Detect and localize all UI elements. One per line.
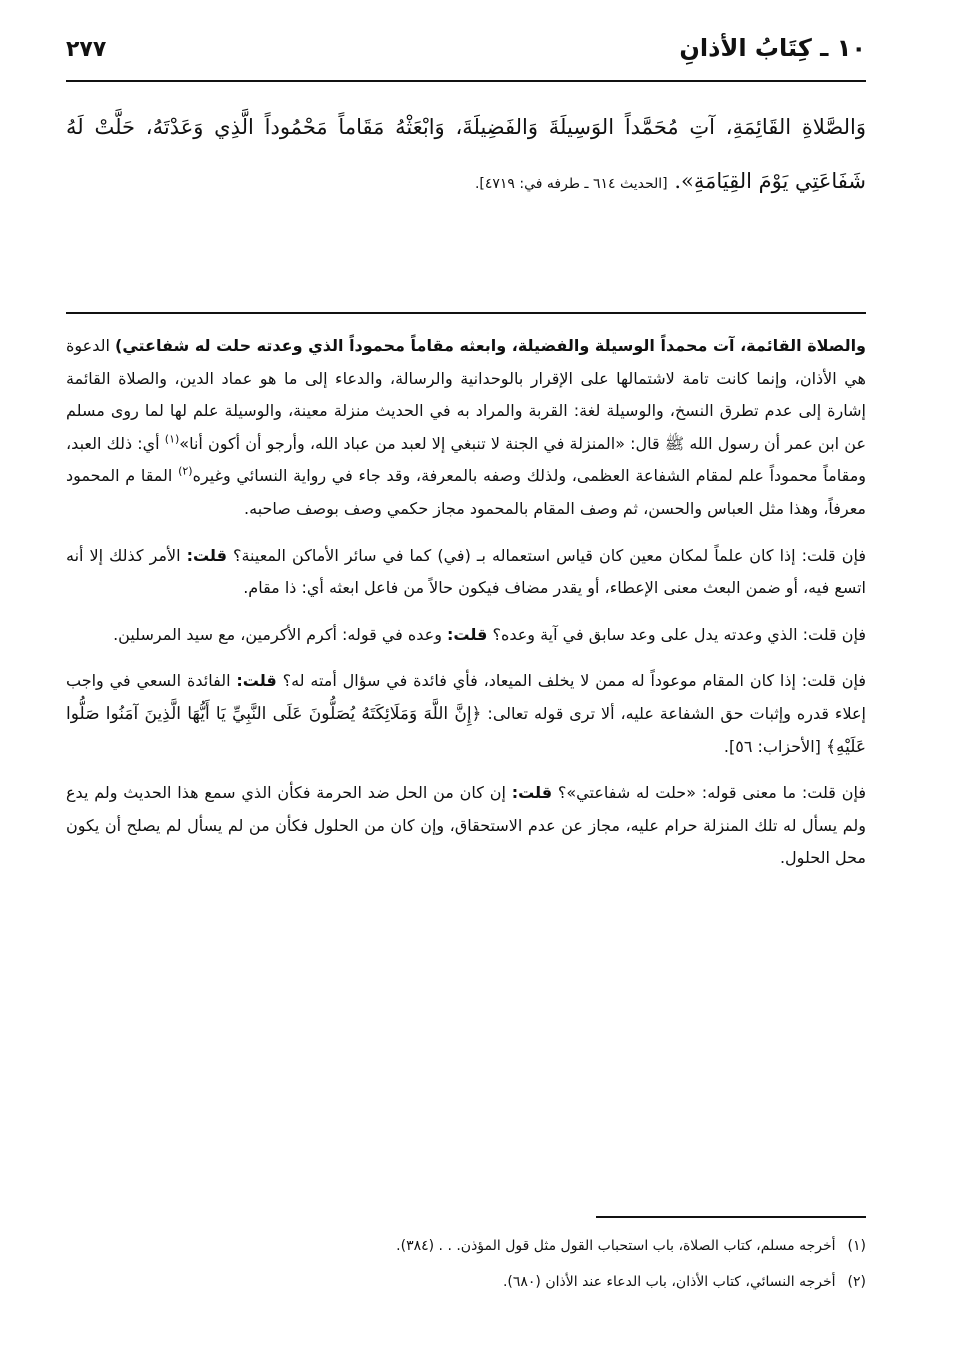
hadith-reference: [الحديث ٦١٤ ـ طرفه في: ٤٧١٩].	[474, 176, 668, 192]
answer-text: إن كان من الحل ضد الحرمة فكأن الذي سمع هذا الحديث ولم يدع ولم يسأل له تلك المنزلة حرام عليه، مجاز عن عدم الاستحقاق، وإن كان من الحلول فكأن من لم يسأل لم يصلح أن يكون محل الحلول.	[66, 783, 866, 868]
commentary-text: أي: ذلك العبد، ومقاماً محموداً علم لمقام الشفاعة العظمى، ولذلك وصفه بالمعرفة، وقد جاء في رواية النسائي وغيره	[66, 433, 866, 486]
answer-marker: قلت:	[186, 545, 227, 565]
commentary-text: المقا م المحمود معرفاً، وهذا مثل العباس والحسن، ثم وصف المقام بالمحمود مجاز حكمي وصف بوصف صاحبه.	[66, 466, 866, 518]
hadith-body: وَالصَّلاةِ القَائِمَةِ، آتِ مُحَمَّداً الوَسِيلَةَ وَالفَضِيلَةَ، وَابْعَثْهُ مَقَاماً مَحْمُوداً الَّذِي وَعَدْتَهُ، حَلَّتْ لَهُ شَفَاعَتِي يَوْمَ القِيَامَةِ».	[66, 115, 866, 193]
footnote-marker: (٢)	[178, 465, 193, 479]
lemma: والصلاة القائمة، آت محمداً الوسيلة والفضيلة، وابعثه مقاماً محموداً الذي وعدته حلت له شفاعتي)	[115, 336, 867, 355]
answer-text: الأمر كذلك إلا أنه اتسع فيه، أو ضمن البعث معنى الإعطاء، أو يقدر مضاف فيكون حالاً من فاعل ابعثه أي: ذا مقام.	[66, 545, 866, 598]
question-text: فإن قلت: ما معنى قوله: «حلت له شفاعتي»؟	[552, 783, 867, 803]
footnote-text: أخرجه مسلم، كتاب الصلاة، باب استحباب القول مثل قول المؤذن. . . (٣٨٤).	[396, 1238, 836, 1254]
answer-marker: قلت:	[236, 671, 277, 691]
answer-marker: قلت:	[447, 624, 488, 644]
commentary-paragraph	[66, 665, 866, 763]
quran-verse: ﴿إِنَّ اللَّهَ وَمَلَائِكَتَهُ يُصَلُّونَ عَلَى النَّبِيِّ يَا أَيُّهَا الَّذِينَ آمَنُوا صَلُّوا عَلَيْهِ﴾	[66, 703, 866, 757]
answer-marker: قلت:	[511, 783, 553, 803]
section-divider	[66, 312, 866, 314]
commentary	[66, 330, 866, 889]
footnote-marker: (١)	[164, 432, 180, 446]
book-page	[66, 34, 867, 1290]
verse-reference: [الأحزاب: ٥٦].	[723, 736, 827, 756]
chapter-title: ١٠ ـ كِتَابُ الأذانِ	[679, 34, 866, 62]
footnote	[66, 1228, 866, 1264]
answer-text: وعده في قوله: أكرم الأكرمين، مع سيد المرسلين.	[113, 624, 448, 644]
question-text: فإن قلت: الذي وعدته يدل على وعد سابق في آية وعده؟	[487, 624, 866, 644]
footnote-number: (١)	[847, 1238, 866, 1254]
footnote-text: أخرجه النسائي، كتاب الأذان، باب الدعاء عند الأذان (٦٨٠).	[502, 1274, 836, 1290]
running-header	[66, 34, 866, 82]
question-text: فإن قلت: إذا كان المقام موعوداً له ممن لا يخلف الميعاد، فأي فائدة في سؤال أمته له؟	[276, 671, 866, 691]
commentary-paragraph	[66, 619, 866, 652]
answer-text: الفائدة السعي في واجب إعلاء قدره وإثبات حق الشفاعة عليه، ألا ترى قوله تعالى:	[66, 671, 866, 723]
footnote-divider	[596, 1216, 866, 1218]
footnote-number: (٢)	[847, 1274, 866, 1290]
page-number: ٢٧٧	[66, 37, 107, 62]
commentary-paragraph	[66, 777, 866, 875]
hadith-text	[66, 100, 866, 211]
commentary-paragraph	[66, 330, 866, 526]
footnotes	[66, 1228, 866, 1300]
question-text: فإن قلت: إذا كان علماً لمكان معين كان قياس استعماله بـ (في) كما في سائر الأماكن المعينة؟	[226, 545, 867, 565]
commentary-paragraph	[66, 540, 866, 605]
footnote	[66, 1264, 866, 1300]
commentary-text: الدعوة هي الأذان، وإنما كانت تامة لاشتمالها على الإقرار بالوحدانية والرسالة، والدعاء إلى ما هو عماد الدين، والصلاة القائمة إشارة إلى عدم تطرق النسخ، والوسيلة لغة: القربة والمراد به في الحديث منزلة معينة، والوسيلة علم لها لما روى مسلم عن ابن عمر أن رسول الله ﷺ قال: «المنزلة في الجنة لا تنبغي إلا لعبد من عباد الله، وأرجو أن أكون أنا»	[66, 336, 866, 453]
